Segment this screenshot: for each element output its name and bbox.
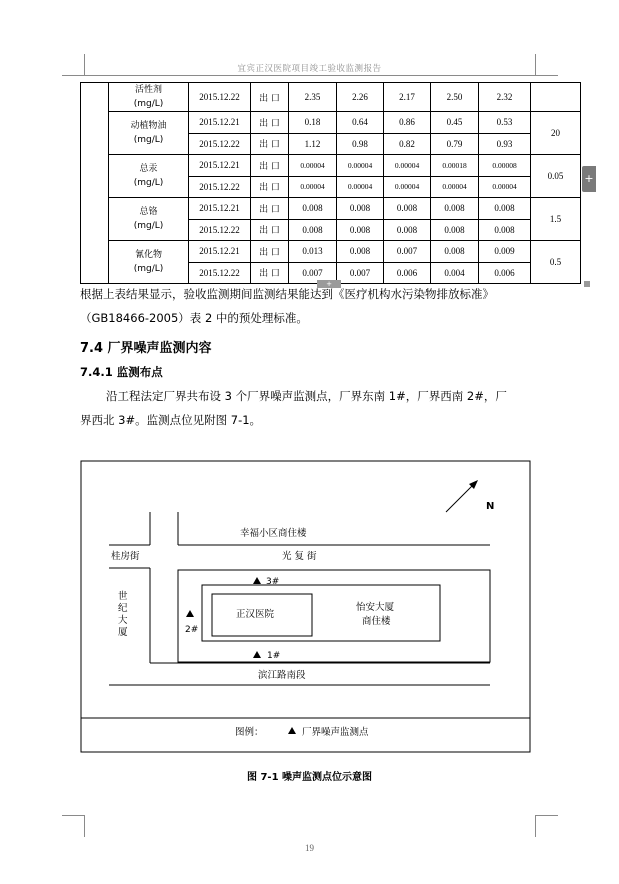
monitoring-point-3-label: 3# [266, 577, 280, 587]
parameter-name: 动植物油 (mg/L) [109, 112, 189, 155]
limit-cell: 0.05 [531, 155, 581, 198]
sample-date: 2015.12.21 [189, 241, 251, 263]
value-cell: 2.35 [289, 83, 337, 112]
limit-cell: 20 [531, 112, 581, 155]
site-boundary [178, 570, 490, 662]
building-west-char: 大 [118, 615, 128, 626]
parameter-name: 氰化物 (mg/L) [109, 241, 189, 284]
sample-location: 出 口 [251, 83, 289, 112]
value-cell: 0.00004 [337, 176, 384, 198]
section-heading: 7.4 厂界噪声监测内容 [80, 341, 212, 356]
parameter-name: 总铬 (mg/L) [109, 198, 189, 241]
building-west-char: 世 [118, 591, 128, 602]
value-cell: 0.008 [337, 219, 384, 241]
conclusion-line-2: （GB18466-2005）表 2 中的预处理标准。 [80, 311, 308, 325]
value-cell: 0.93 [479, 133, 531, 155]
value-cell: 0.008 [431, 198, 479, 220]
street-west-label: 桂房街 [111, 551, 140, 562]
building-west-char: 厦 [118, 627, 128, 638]
value-cell: 0.008 [384, 219, 431, 241]
value-cell: 2.50 [431, 83, 479, 112]
value-cell: 0.82 [384, 133, 431, 155]
value-cell: 0.86 [384, 112, 431, 134]
limit-cell: 0.5 [531, 241, 581, 284]
building-east-label: 商住楼 [362, 616, 391, 627]
sample-date: 2015.12.22 [189, 219, 251, 241]
sample-date: 2015.12.21 [189, 112, 251, 134]
sample-location: 出 口 [251, 112, 289, 134]
value-cell: 0.18 [289, 112, 337, 134]
value-cell: 0.006 [384, 262, 431, 284]
monitoring-point-1-icon [253, 651, 261, 658]
parameter-name: 总汞 (mg/L) [109, 155, 189, 198]
monitoring-point-2-label: 2# [185, 625, 199, 635]
value-cell: 0.00004 [479, 176, 531, 198]
value-cell: 0.00018 [431, 155, 479, 177]
value-cell: 2.26 [337, 83, 384, 112]
value-cell: 0.00008 [479, 155, 531, 177]
value-cell: 0.006 [479, 262, 531, 284]
value-cell: 0.53 [479, 112, 531, 134]
value-cell: 0.008 [337, 198, 384, 220]
sample-date: 2015.12.21 [189, 198, 251, 220]
value-cell: 0.007 [289, 262, 337, 284]
side-expand-tab[interactable]: + [582, 166, 596, 192]
value-cell: 0.008 [479, 198, 531, 220]
page-number: 19 [305, 843, 314, 853]
sample-date: 2015.12.22 [189, 176, 251, 198]
street-north-label: 光 复 街 [282, 551, 317, 562]
sample-location: 出 口 [251, 241, 289, 263]
value-cell: 0.008 [479, 219, 531, 241]
value-cell: 0.98 [337, 133, 384, 155]
value-cell: 0.013 [289, 241, 337, 263]
value-cell: 1.12 [289, 133, 337, 155]
monitoring-point-3-icon [253, 577, 261, 584]
map-frame [81, 461, 530, 752]
subsection-heading: 7.4.1 监测布点 [80, 365, 163, 379]
value-cell: 0.008 [384, 198, 431, 220]
value-cell: 0.45 [431, 112, 479, 134]
value-cell: 0.00004 [384, 155, 431, 177]
layout-line-1: 沿工程法定厂界共布设 3 个厂界噪声监测点，厂界东南 1#，厂界西南 2#，厂 [106, 389, 507, 403]
sample-date: 2015.12.22 [189, 262, 251, 284]
value-cell: 0.009 [479, 241, 531, 263]
value-cell: 0.007 [384, 241, 431, 263]
value-cell: 0.00004 [289, 176, 337, 198]
value-cell: 0.79 [431, 133, 479, 155]
sample-date: 2015.12.22 [189, 133, 251, 155]
value-cell: 0.008 [289, 219, 337, 241]
sample-location: 出 口 [251, 198, 289, 220]
figure-caption: 图 7-1 噪声监测点位示意图 [246, 772, 373, 783]
value-cell: 0.00004 [337, 155, 384, 177]
sample-location: 出 口 [251, 219, 289, 241]
value-cell: 2.17 [384, 83, 431, 112]
table-move-handle[interactable]: + [317, 280, 341, 288]
value-cell: 2.32 [479, 83, 531, 112]
value-cell: 0.007 [337, 262, 384, 284]
sample-date: 2015.12.21 [189, 155, 251, 177]
sample-date: 2015.12.22 [189, 83, 251, 112]
building-north-label: 幸福小区商住楼 [240, 528, 307, 539]
north-label: N [486, 501, 495, 512]
value-cell: 0.008 [289, 198, 337, 220]
value-cell: 0.008 [337, 241, 384, 263]
value-cell: 0.64 [337, 112, 384, 134]
sample-location: 出 口 [251, 176, 289, 198]
sample-location: 出 口 [251, 133, 289, 155]
building-east-label: 怡安大厦 [356, 602, 395, 613]
hospital-label: 正汉医院 [236, 609, 275, 620]
monitoring-point-2-icon [186, 610, 194, 617]
conclusion-line-1: 根据上表结果显示，验收监测期间监测结果能达到《医疗机构水污染物排放标准》 [80, 287, 494, 301]
page-header: 宜宾正汉医院项目竣工验收监测报告 [237, 64, 382, 74]
layout-line-2: 界西北 3#。监测点位见附图 7-1。 [80, 413, 262, 427]
monitoring-point-1-label: 1# [267, 651, 281, 661]
value-cell: 0.004 [431, 262, 479, 284]
parameter-name: 活性剂 (mg/L) [109, 83, 189, 112]
value-cell: 0.008 [431, 241, 479, 263]
value-cell: 0.00004 [289, 155, 337, 177]
street-south-label: 滨江路南段 [258, 670, 306, 681]
legend-triangle-icon [288, 727, 296, 734]
value-cell: 0.00004 [384, 176, 431, 198]
sample-location: 出 口 [251, 262, 289, 284]
building-west-char: 纪 [118, 603, 128, 614]
legend-text: 厂界噪声监测点 [302, 727, 369, 738]
limit-cell: 1.5 [531, 198, 581, 241]
value-cell: 0.00004 [431, 176, 479, 198]
sample-location: 出 口 [251, 155, 289, 177]
value-cell: 0.008 [431, 219, 479, 241]
legend-label: 图例： [235, 727, 264, 738]
